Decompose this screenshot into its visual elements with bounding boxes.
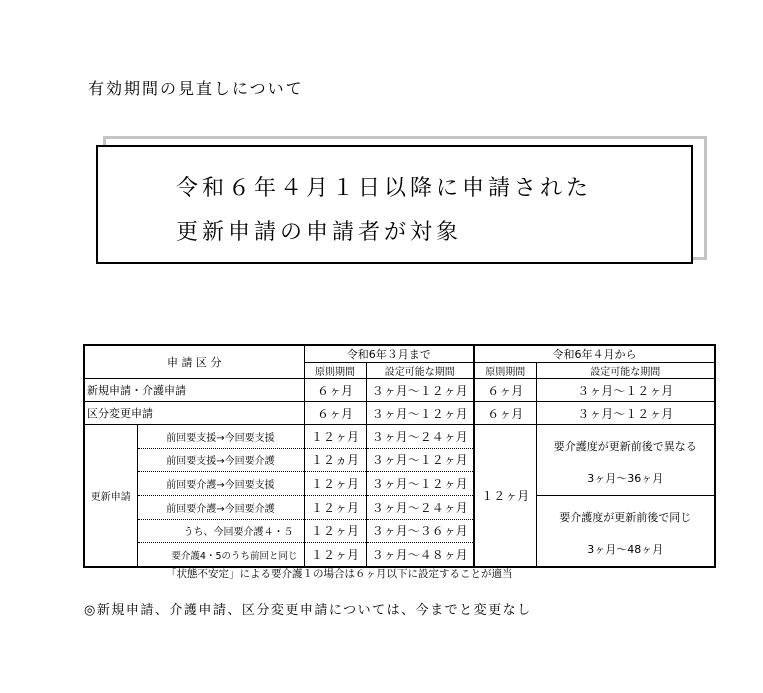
before-range: ３ヶ月〜２４ヶ月 xyxy=(366,496,474,520)
same-range: 3ヶ月〜48ヶ月 xyxy=(587,543,664,556)
table-row-renewal-4 xyxy=(84,496,715,520)
row-label: 新規申請・介護申請 xyxy=(84,379,304,402)
after-principle-header: 原則期間 xyxy=(474,363,536,379)
renewal-sublabel: 前回要支援→今回要介護 xyxy=(137,448,304,472)
diff-range: 3ヶ月〜36ヶ月 xyxy=(587,472,664,485)
after-range-diff xyxy=(536,425,715,496)
callout-line-1: 令和６年４月１日以降に申請された xyxy=(176,176,593,201)
table-row-change xyxy=(84,402,715,425)
before-range: ３ヶ月〜１２ヶ月 xyxy=(366,472,474,496)
table-footnote: 「状態不安定」による要介護１の場合は６ヶ月以下に設定することが適当 xyxy=(166,568,513,580)
after-range: ３ヶ月〜１２ヶ月 xyxy=(536,402,715,425)
renewal-label: 更新申請 xyxy=(84,425,137,568)
renewal-sublabel: 要介護4・5のうち前回と同じ xyxy=(137,543,304,567)
table-row-new xyxy=(84,379,715,402)
before-settable-header: 設定可能な期間 xyxy=(366,363,474,379)
before-principle: １２ヶ月 xyxy=(304,496,366,520)
before-principle: ６ヶ月 xyxy=(304,402,366,425)
period-before-header: 令和6年３月まで xyxy=(304,345,474,363)
before-principle: １２ヶ月 xyxy=(304,425,366,449)
before-principle: １２ヶ月 xyxy=(304,543,366,567)
row-label: 区分変更申請 xyxy=(84,402,304,425)
renewal-sublabel: うち、今回要介護４・５ xyxy=(137,519,304,543)
after-principle-renewal: １２ヶ月 xyxy=(474,425,536,568)
period-after-header: 令和6年４月から xyxy=(474,345,715,363)
same-label: 要介護度が更新前後で同じ xyxy=(559,511,692,524)
before-range: ３ヶ月〜１２ヶ月 xyxy=(366,448,474,472)
after-principle: ６ヶ月 xyxy=(474,379,536,402)
before-range: ３ヶ月〜１２ヶ月 xyxy=(366,379,474,402)
after-principle: ６ヶ月 xyxy=(474,402,536,425)
before-principle-header: 原則期間 xyxy=(304,363,366,379)
before-range: ３ヶ月〜３６ヶ月 xyxy=(366,519,474,543)
footer-note: ◎新規申請、介護申請、区分変更申請については、今までと変更なし xyxy=(84,603,532,618)
renewal-sublabel: 前回要介護→今回要介護 xyxy=(137,496,304,520)
validity-period-table xyxy=(83,344,716,568)
page-heading: 有効期間の見直しについて xyxy=(88,79,304,98)
renewal-sublabel: 前回要支援→今回要支援 xyxy=(137,425,304,449)
before-principle: １２ヵ月 xyxy=(304,448,366,472)
before-range: ３ヶ月〜１２ヶ月 xyxy=(366,402,474,425)
diff-label: 要介護度が更新前後で異なる xyxy=(553,440,697,453)
renewal-sublabel: 前回要介護→今回要支援 xyxy=(137,472,304,496)
before-range: ３ヶ月〜４８ヶ月 xyxy=(366,543,474,567)
callout-line-2: 更新申請の申請者が対象 xyxy=(176,220,463,245)
category-header: 申 請 区 分 xyxy=(84,345,304,379)
after-range-same xyxy=(536,496,715,568)
before-principle: １２ヶ月 xyxy=(304,519,366,543)
before-range: ３ヶ月〜２４ヶ月 xyxy=(366,425,474,449)
table-row-renewal-1 xyxy=(84,425,715,449)
after-range: ３ヶ月〜１２ヶ月 xyxy=(536,379,715,402)
after-settable-header: 設定可能な期間 xyxy=(536,363,715,379)
before-principle: １２ヶ月 xyxy=(304,472,366,496)
callout-box xyxy=(96,145,693,264)
before-principle: ６ヶ月 xyxy=(304,379,366,402)
